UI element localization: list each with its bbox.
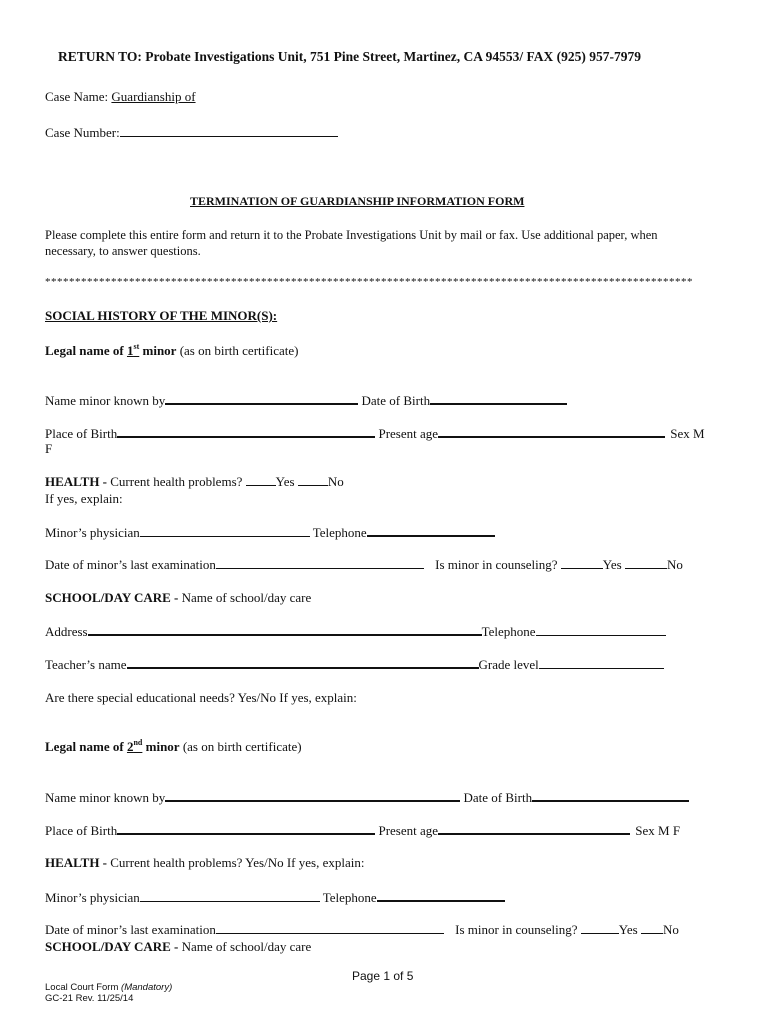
footer-revision: GC-21 Rev. 11/25/14 (45, 993, 134, 1004)
minor2-known-by-field[interactable] (165, 789, 460, 802)
minor2-known-by-label: Name minor known by (45, 790, 166, 805)
minor1-known-by-row (45, 392, 567, 409)
minor1-last-exam-field[interactable] (216, 557, 424, 569)
minor2-health-label: HEALTH - (45, 855, 108, 870)
minor2-legal-name-note: (as on birth certificate) (179, 739, 302, 754)
case-number-field[interactable] (120, 125, 338, 137)
minor2-counseling-no-field[interactable] (641, 922, 663, 934)
minor2-counseling-yes-field[interactable] (581, 922, 619, 934)
minor1-health-yes-label: Yes (275, 474, 295, 489)
instructions-line-1: Please complete this entire form and return it to the Probate Investigations Unit by mail or fax. Use additional paper, when (45, 228, 658, 242)
minor1-legal-name-note: (as on birth certificate) (176, 343, 299, 358)
instructions-line-2: necessary, to answer questions. (45, 244, 201, 258)
minor1-address-field[interactable] (88, 623, 482, 636)
minor1-if-yes-explain: If yes, explain: (45, 491, 123, 506)
minor1-place-of-birth-row (45, 425, 705, 442)
minor1-school-telephone-field[interactable] (536, 624, 666, 636)
minor2-last-exam-field[interactable] (216, 922, 444, 934)
case-name-row (45, 89, 196, 105)
minor1-telephone-label: Telephone (312, 525, 367, 540)
minor1-legal-name-row: Legal name of 1st minor (as on birth certificate) (45, 342, 299, 358)
return-to-address: RETURN TO: Probate Investigations Unit, 751 Pine Street, Martinez, CA 94553/ FAX (925) 957-7979 (58, 49, 641, 64)
minor2-last-exam-label: Date of minor’s last examination (45, 922, 216, 937)
minor1-known-by-label: Name minor known by (45, 393, 166, 408)
minor1-last-exam-label: Date of minor’s last examination (45, 557, 216, 572)
minor2-dob-label: Date of Birth (463, 790, 533, 805)
minor2-legal-name-row: Legal name of 2nd minor (as on birth certificate) (45, 738, 302, 754)
case-number-label: Case Number: (45, 125, 120, 140)
minor1-school-row: SCHOOL/DAY CARE - Name of school/day care (45, 590, 312, 605)
minor2-school-label: SCHOOL/DAY CARE - (45, 939, 179, 954)
case-name-label: Case Name: (45, 89, 109, 104)
minor1-health-no-field[interactable] (298, 474, 328, 486)
minor1-known-by-field[interactable] (165, 392, 358, 405)
minor2-dob-field[interactable] (532, 789, 689, 802)
minor1-sex-label: Sex M (670, 426, 705, 441)
social-history-heading: SOCIAL HISTORY OF THE MINOR(S): (45, 308, 278, 323)
minor1-pob-label: Place of Birth (45, 426, 118, 441)
form-title: TERMINATION OF GUARDIANSHIP INFORMATION FORM (190, 194, 525, 208)
minor1-sex-f: F (45, 441, 53, 456)
minor2-school-row: SCHOOL/DAY CARE - Name of school/day care (45, 939, 312, 954)
minor1-health-yes-field[interactable] (246, 474, 276, 486)
minor1-teacher-label: Teacher’s name (45, 657, 127, 672)
minor2-pob-field[interactable] (117, 822, 375, 835)
minor2-place-of-birth-row (45, 822, 680, 839)
minor1-physician-field[interactable] (140, 525, 310, 537)
minor1-telephone-field[interactable] (367, 524, 495, 537)
minor2-pob-label: Place of Birth (45, 823, 118, 838)
case-name-value[interactable]: Guardianship of (111, 89, 196, 104)
minor2-counseling-label: Is minor in counseling? (455, 922, 578, 937)
minor1-counseling-label: Is minor in counseling? (435, 557, 558, 572)
minor1-ordinal: 1st (126, 342, 140, 358)
minor1-address-label: Address (45, 624, 88, 639)
minor2-present-age-field[interactable] (438, 822, 630, 835)
minor1-health-row: HEALTH - Current health problems? Yes No (45, 474, 344, 489)
minor2-known-by-row (45, 789, 689, 806)
separator-line: ************************************************************************************************************ (45, 276, 693, 288)
case-number-row (45, 125, 338, 141)
minor2-telephone-field[interactable] (377, 889, 505, 902)
minor1-teacher-field[interactable] (127, 656, 479, 669)
minor1-dob-field[interactable] (430, 392, 567, 405)
minor1-health-label: HEALTH - (45, 474, 108, 489)
minor1-last-exam-row: Date of minor’s last examination Is minor in counseling? Yes No (45, 557, 683, 572)
minor2-legal-name-label: Legal name of (45, 739, 127, 754)
minor1-school-label: SCHOOL/DAY CARE - (45, 590, 179, 605)
minor1-health-no-label: No (327, 474, 344, 489)
minor1-grade-label: Grade level (478, 657, 539, 672)
page-number: Page 1 of 5 (352, 969, 414, 983)
minor1-dob-label: Date of Birth (361, 393, 431, 408)
minor1-physician-row (45, 524, 495, 541)
minor1-counseling-no-field[interactable] (625, 557, 667, 569)
minor1-pob-field[interactable] (117, 425, 375, 438)
minor1-legal-name-label: Legal name of (45, 343, 127, 358)
minor2-present-age-label: Present age (378, 823, 439, 838)
minor1-address-row (45, 623, 666, 640)
minor2-ordinal: 2nd (126, 738, 143, 754)
minor1-physician-label: Minor’s physician (45, 525, 140, 540)
minor1-present-age-field[interactable] (438, 425, 665, 438)
minor1-counseling-yes-field[interactable] (561, 557, 603, 569)
minor2-last-exam-row: Date of minor’s last examination Is minor in counseling? Yes No (45, 922, 679, 937)
minor2-physician-row (45, 889, 505, 906)
minor2-health-row: HEALTH - Current health problems? Yes/No If yes, explain: (45, 855, 365, 870)
minor2-sex-label: Sex M F (635, 823, 681, 838)
footer-form-type: Local Court Form (Mandatory) (45, 982, 173, 993)
minor1-teacher-row (45, 656, 664, 673)
minor1-present-age-label: Present age (378, 426, 439, 441)
minor1-special-needs: Are there special educational needs? Yes/No If yes, explain: (45, 690, 357, 705)
minor1-grade-field[interactable] (539, 657, 664, 669)
minor2-telephone-label: Telephone (322, 890, 377, 905)
minor2-physician-field[interactable] (140, 890, 320, 902)
minor1-school-telephone-label: Telephone (481, 624, 536, 639)
minor2-physician-label: Minor’s physician (45, 890, 140, 905)
